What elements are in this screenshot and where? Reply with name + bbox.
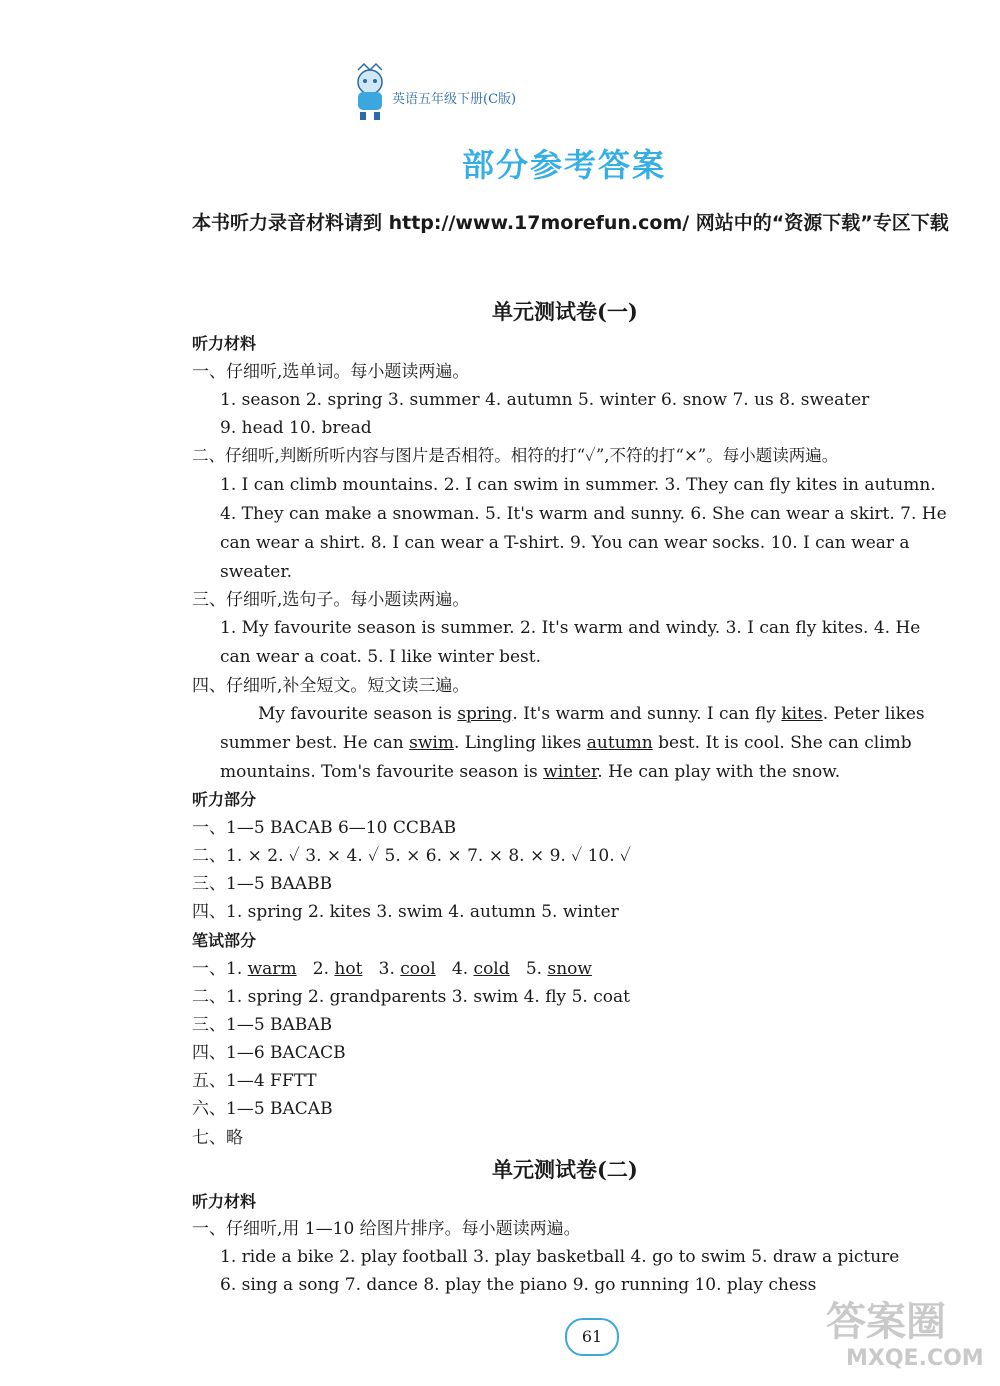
watermark-logo: 答案圈	[826, 1299, 946, 1345]
unit1-written-part-heading: 笔试部分	[192, 931, 257, 950]
item-number: 5.	[509, 959, 548, 979]
page-title: 部分参考答案	[462, 146, 667, 184]
written-answer-line: 七、略	[192, 1128, 243, 1148]
unit1-q2-line: can wear a shirt. 8. I can wear a T-shirt. 9. You can wear socks. 10. I can wear a	[220, 533, 910, 553]
unit1-q3-instruction: 三、仔细听,选句子。每小题读两遍。	[192, 590, 470, 610]
answer-word: autumn	[586, 733, 653, 753]
item-number: 4.	[435, 959, 474, 979]
unit1-listening-part-heading: 听力部分	[192, 790, 257, 809]
passage-text: best. It is cool. She can climb	[652, 733, 912, 753]
listening-answer-line: 三、1—5 BAABB	[192, 874, 333, 894]
unit1-q1-instruction: 一、仔细听,选单词。每小题读两遍。	[192, 362, 470, 382]
answer-word: cool	[400, 959, 436, 979]
listening-answer-line: 二、1. × 2. ✓ 3. × 4. ✓ 5. × 6. × 7. × 8. × 9. ✓ 10. ✓	[192, 846, 632, 866]
answer-word: spring	[457, 704, 513, 724]
answer-word: swim	[409, 733, 454, 753]
unit1-q4-instruction: 四、仔细听,补全短文。短文读三遍。	[192, 676, 470, 696]
unit2-q1-line: 1. ride a bike 2. play football 3. play basketball 4. go to swim 5. draw a picture	[220, 1247, 900, 1267]
unit1-q2-line: 1. I can climb mountains. 2. I can swim in summer. 3. They can fly kites in autumn.	[220, 475, 936, 495]
answer-word: cold	[473, 959, 510, 979]
written-answer-line: 二、1. spring 2. grandparents 3. swim 4. fly 5. coat	[192, 987, 630, 1007]
unit1-title: 单元测试卷(一)	[492, 299, 638, 324]
unit1-q3-line: can wear a coat. 5. I like winter best.	[220, 647, 541, 667]
unit1-q2-instruction: 二、仔细听,判断所听内容与图片是否相符。相符的打“✓”,不符的打“×”。每小题读两遍。	[192, 446, 839, 465]
written-answer-line	[192, 959, 592, 979]
written-answer-line: 五、1—4 FFTT	[192, 1071, 317, 1091]
passage-text: . Lingling likes	[453, 733, 587, 753]
unit1-q2-line: sweater.	[220, 562, 293, 582]
item-number: 2.	[296, 959, 335, 979]
answer-word: snow	[547, 959, 592, 979]
unit2-q1-instruction: 一、仔细听,用 1—10 给图片排序。每小题读两遍。	[192, 1219, 581, 1239]
item-number: 3.	[362, 959, 401, 979]
unit1-passage-line	[220, 762, 840, 782]
unit1-q1-line: 1. season 2. spring 3. summer 4. autumn 5. winter 6. snow 7. us 8. sweater	[220, 390, 870, 410]
listening-answer-line: 四、1. spring 2. kites 3. swim 4. autumn 5. winter	[192, 902, 619, 922]
unit2-listening-material-heading: 听力材料	[192, 1192, 257, 1211]
download-notice: 本书听力录音材料请到 http://www.17morefun.com/ 网站中的“资源下载”专区下载	[192, 212, 949, 234]
passage-text: My favourite season is	[258, 704, 458, 724]
passage-text: . He can play with the snow.	[597, 762, 841, 782]
passage-text: . It's warm and sunny. I can fly	[512, 704, 782, 724]
item-prefix: 一、	[192, 959, 226, 979]
unit2-q1-line: 6. sing a song 7. dance 8. play the piano 9. go running 10. play chess	[220, 1275, 817, 1295]
unit1-passage-line	[258, 704, 925, 724]
mascot-icon	[348, 62, 392, 124]
unit2-title: 单元测试卷(二)	[492, 1157, 638, 1182]
watermark-domain: MXQE.COM	[846, 1346, 984, 1371]
answer-word: hot	[334, 959, 363, 979]
written-answer-line: 六、1—5 BACAB	[192, 1099, 333, 1119]
written-answer-line: 三、1—5 BABAB	[192, 1015, 333, 1035]
passage-text: . Peter likes	[822, 704, 925, 724]
unit1-listening-material-heading: 听力材料	[192, 334, 257, 353]
unit1-q2-line: 4. They can make a snowman. 5. It's warm and sunny. 6. She can wear a skirt. 7. He	[220, 504, 947, 524]
passage-text: summer best. He can	[220, 733, 410, 753]
unit1-q3-line: 1. My favourite season is summer. 2. It's warm and windy. 3. I can fly kites. 4. He	[220, 618, 921, 638]
series-label: 英语五年级下册(C版)	[392, 92, 517, 107]
passage-text: mountains. Tom's favourite season is	[220, 762, 544, 782]
answer-word: winter	[543, 762, 598, 782]
item-number: 1.	[226, 959, 248, 979]
written-answer-line: 四、1—6 BACACB	[192, 1043, 346, 1063]
page-number: 61	[565, 1318, 619, 1356]
listening-answer-line: 一、1—5 BACAB 6—10 CCBAB	[192, 818, 457, 838]
answer-word: warm	[247, 959, 297, 979]
unit1-q1-line: 9. head 10. bread	[220, 418, 372, 438]
unit1-passage-line	[220, 733, 912, 753]
answer-word: kites	[781, 704, 823, 724]
